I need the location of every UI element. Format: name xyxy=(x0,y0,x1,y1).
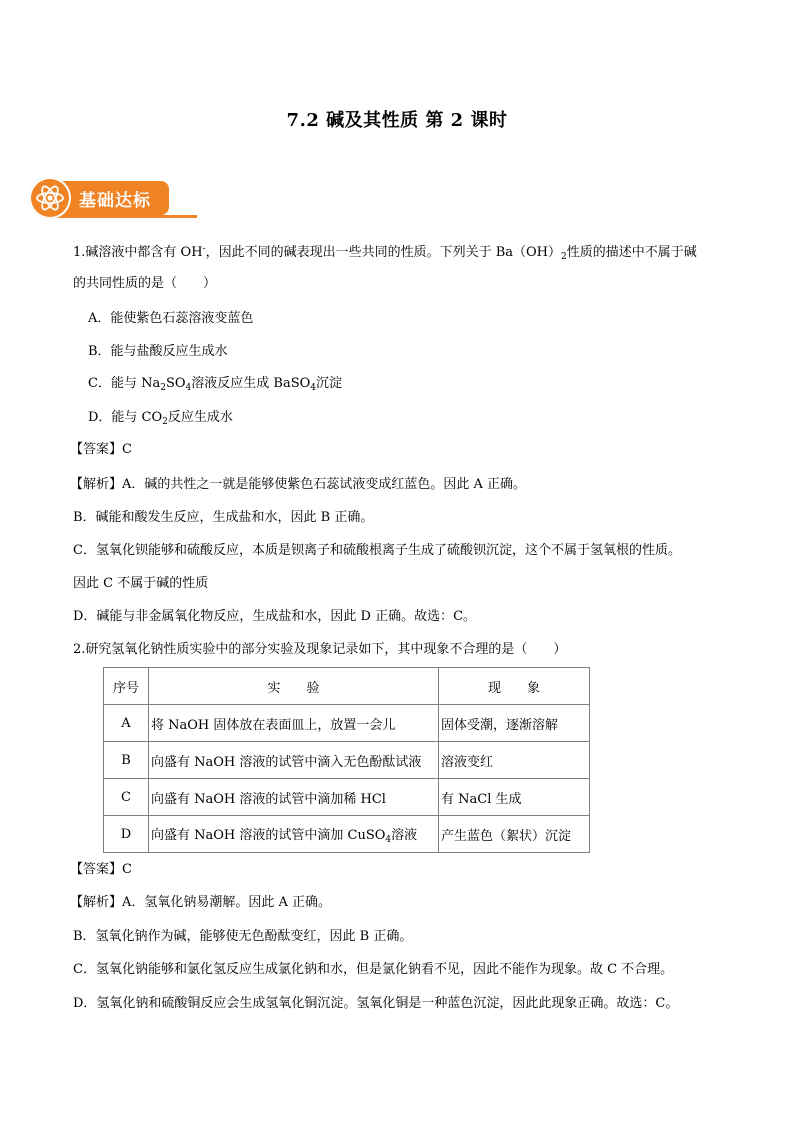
table-cell: C xyxy=(104,779,149,816)
table-row xyxy=(104,816,590,853)
q2-explanation-3: C．氢氧化钠能够和氯化氢反应生成氯化钠和水，但是氯化钠看不见，因此不能作为现象。故 C 不合理。 xyxy=(73,962,674,977)
experiment-table xyxy=(103,667,590,853)
q2-stem: 2.研究氢氧化钠性质实验中的部分实验及现象记录如下，其中现象不合理的是（ ） xyxy=(73,642,567,657)
option-part: D．能与 CO xyxy=(88,410,163,425)
q1-stem-part: ，因此不同的碱表现出一些共同的性质。下列关于 Ba（OH） xyxy=(205,245,562,260)
q1-explanation-5: D．碱能与非金属氧化物反应，生成盐和水，因此 D 正确。故选：C。 xyxy=(73,609,477,624)
option-part: 沉淀 xyxy=(316,376,343,391)
header-cell: 现 象 xyxy=(439,668,590,705)
atom-icon xyxy=(34,182,66,214)
q2-explanation-1: 【解析】A．氢氧化钠易潮解。因此 A 正确。 xyxy=(70,895,332,910)
header-cell: 序号 xyxy=(104,668,149,705)
subscript: 4 xyxy=(385,834,392,845)
q1-option-c xyxy=(88,376,342,396)
header-cell: 实 验 xyxy=(149,668,439,705)
q1-stem-line1 xyxy=(73,241,697,265)
cell-part: 向盛有 NaOH 溶液的试管中滴加 CuSO xyxy=(151,827,386,843)
q1-option-d xyxy=(88,410,233,430)
q1-option-b: B．能与盐酸反应生成水 xyxy=(88,344,228,359)
table-cell xyxy=(149,816,439,853)
table-cell: 向盛有 NaOH 溶液的试管中滴加稀 HCl xyxy=(149,779,439,816)
table-cell: 溶液变红 xyxy=(439,742,590,779)
table-cell: B xyxy=(104,742,149,779)
option-part: SO xyxy=(165,376,186,391)
option-part: 反应生成水 xyxy=(167,410,233,425)
table-row xyxy=(104,742,590,779)
page-title: 7.2 碱及其性质 第 2 课时 xyxy=(286,110,508,131)
table-row xyxy=(104,779,590,816)
subscript: 4 xyxy=(185,383,192,393)
option-part: 溶液反应生成 BaSO xyxy=(191,376,311,391)
banner-badge xyxy=(29,177,71,219)
table-header-row xyxy=(104,668,590,705)
q1-stem-part: 1.碱溶液中都含有 OH xyxy=(73,245,203,260)
q1-stem-part: 性质的描述中不属于碱 xyxy=(566,245,697,260)
q1-explanation-2: B．碱能和酸发生反应，生成盐和水，因此 B 正确。 xyxy=(73,510,374,525)
q2-answer: 【答案】C xyxy=(70,862,132,877)
section-banner xyxy=(29,177,169,219)
superscript: - xyxy=(202,244,206,254)
q1-explanation-3: C．氢氧化钡能够和硫酸反应，本质是钡离子和硫酸根离子生成了硫酸钡沉淀，这个不属于氢氧根的性质。 xyxy=(73,543,681,558)
subscript: 2 xyxy=(160,383,166,393)
q1-explanation-1: 【解析】A．碱的共性之一就是能够使紫色石蕊试液变成红蓝色。因此 A 正确。 xyxy=(70,477,527,492)
banner-underline xyxy=(49,215,197,218)
subscript: 2 xyxy=(561,252,567,262)
subscript: 4 xyxy=(310,383,316,393)
q1-answer: 【答案】C xyxy=(70,442,132,457)
table-cell: 向盛有 NaOH 溶液的试管中滴入无色酚酞试液 xyxy=(149,742,439,779)
cell-part: 溶液 xyxy=(391,827,418,843)
section-label: 基础达标 xyxy=(79,191,151,211)
option-part: C．能与 Na xyxy=(88,376,161,391)
q1-option-a: A．能使紫色石蕊溶液变蓝色 xyxy=(88,311,254,326)
table-cell: 固体受潮，逐渐溶解 xyxy=(439,705,590,742)
table-cell: A xyxy=(104,705,149,742)
table-cell: 有 NaCl 生成 xyxy=(439,779,590,816)
table-row xyxy=(104,705,590,742)
q1-stem-line2: 的共同性质的是（ ） xyxy=(73,276,217,291)
table-cell: 将 NaOH 固体放在表面皿上，放置一会儿 xyxy=(149,705,439,742)
q2-explanation-4: D．氢氧化钠和硫酸铜反应会生成氢氧化铜沉淀。氢氧化铜是一种蓝色沉淀，因此此现象正确。故选：C。 xyxy=(73,996,679,1011)
subscript: 2 xyxy=(162,417,168,427)
q2-explanation-2: B．氢氧化钠作为碱，能够使无色酚酞变红，因此 B 正确。 xyxy=(73,929,413,944)
table-cell: 产生蓝色（絮状）沉淀 xyxy=(439,816,590,853)
q1-explanation-4: 因此 C 不属于碱的性质 xyxy=(73,576,209,591)
table-cell: D xyxy=(104,816,149,853)
